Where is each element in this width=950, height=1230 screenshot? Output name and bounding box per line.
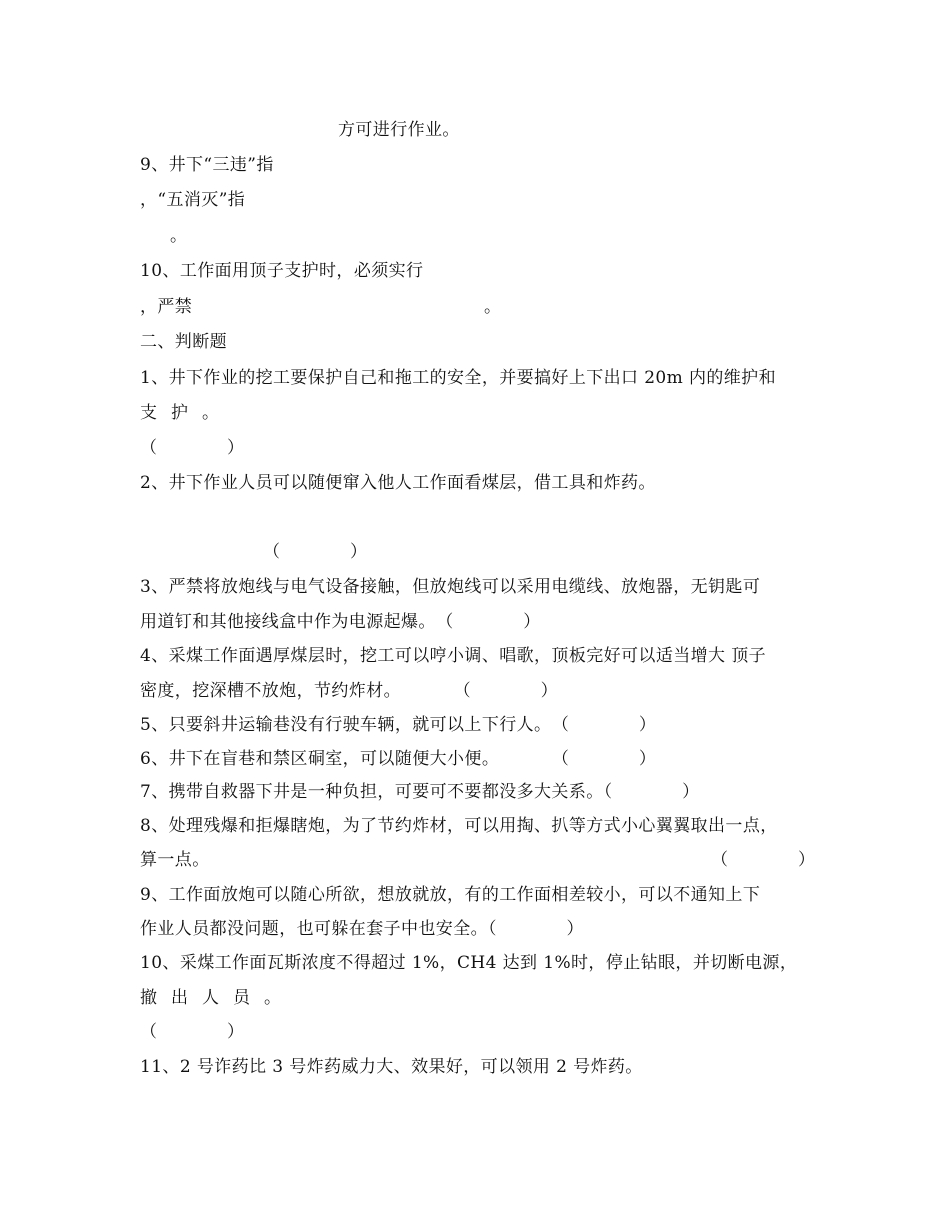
tf-question-11: 11、2 号诈药比 3 号炸药威力大、效果好，可以领用 2 号炸药。 bbox=[140, 1057, 643, 1077]
question-10-fill: 10、工作面用顶子支护时，必须实行 bbox=[140, 261, 424, 281]
question-9-fill: 9、井下“三违”指 bbox=[140, 155, 274, 175]
tf-question-5: 5、只要斜井运输巷没有行驶车辆，就可以上下行人。 （ ） bbox=[140, 715, 657, 735]
text-line: 方可进行作业。 bbox=[338, 120, 460, 140]
tf-question-2: 2、井下作业人员可以随便窜入他人工作面看煤层，借工具和炸药。 bbox=[140, 473, 656, 493]
section-heading: 二、判断题 bbox=[140, 332, 227, 352]
text-line: 作业人员都没问题，也可躲在套子中也安全。（ ） bbox=[140, 919, 584, 939]
tf-question-8: 8、处理残爆和拒爆瞎炮，为了节约炸材，可以用掏、扒等方式小心翼翼取出一点， bbox=[140, 816, 778, 836]
text-line: 用道钉和其他接线盒中作为电源起爆。 （ ） bbox=[140, 612, 541, 632]
text-line: ，“五消灭”指 bbox=[140, 190, 246, 210]
tf-question-6: 6、井下在盲巷和禁区硐室，可以随便大小便。 （ ） bbox=[140, 749, 657, 769]
tf-question-10: 10、采煤工作面瓦斯浓度不得超过 1%，CH4 达到 1%时，停止钻眼，并切断电源， bbox=[140, 953, 798, 973]
text-line: 密度，挖深槽不放炮，节约炸材。 （ ） bbox=[140, 681, 558, 701]
tf-question-7: 7、携带自救器下井是一种负担，可要可不要都没多大关系。（ ） bbox=[140, 782, 700, 802]
text-line: 撤出人员。 bbox=[140, 988, 295, 1008]
text-line: 。 bbox=[170, 226, 188, 246]
text-line: ，严禁 bbox=[140, 297, 193, 317]
tf-question-3: 3、严禁将放炮线与电气设备接触，但放炮线可以采用电缆线、放炮器，无钥匙可 bbox=[140, 577, 761, 597]
tf-question-1: 1、井下作业的挖工要保护自己和拖工的安全，并要搞好上下出口 20m 内的维护和 bbox=[140, 368, 776, 388]
answer-blank: （ ） bbox=[140, 438, 245, 458]
tf-question-4: 4、采煤工作面遇厚煤层时，挖工可以哼小调、唱歌，顶板完好可以适当增大 顶子 bbox=[140, 646, 767, 666]
tf-question-9: 9、工作面放炮可以随心所欲，想放就放，有的工作面相差较小，可以不通知上下 bbox=[140, 885, 761, 905]
answer-blank: （ ） bbox=[711, 850, 816, 870]
text-line: 支护。 bbox=[140, 403, 233, 423]
text-line: 算一点。 bbox=[140, 850, 210, 870]
text-line: 。 bbox=[484, 297, 502, 317]
answer-blank: （ ） bbox=[263, 542, 368, 562]
answer-blank: （ ） bbox=[140, 1022, 245, 1042]
